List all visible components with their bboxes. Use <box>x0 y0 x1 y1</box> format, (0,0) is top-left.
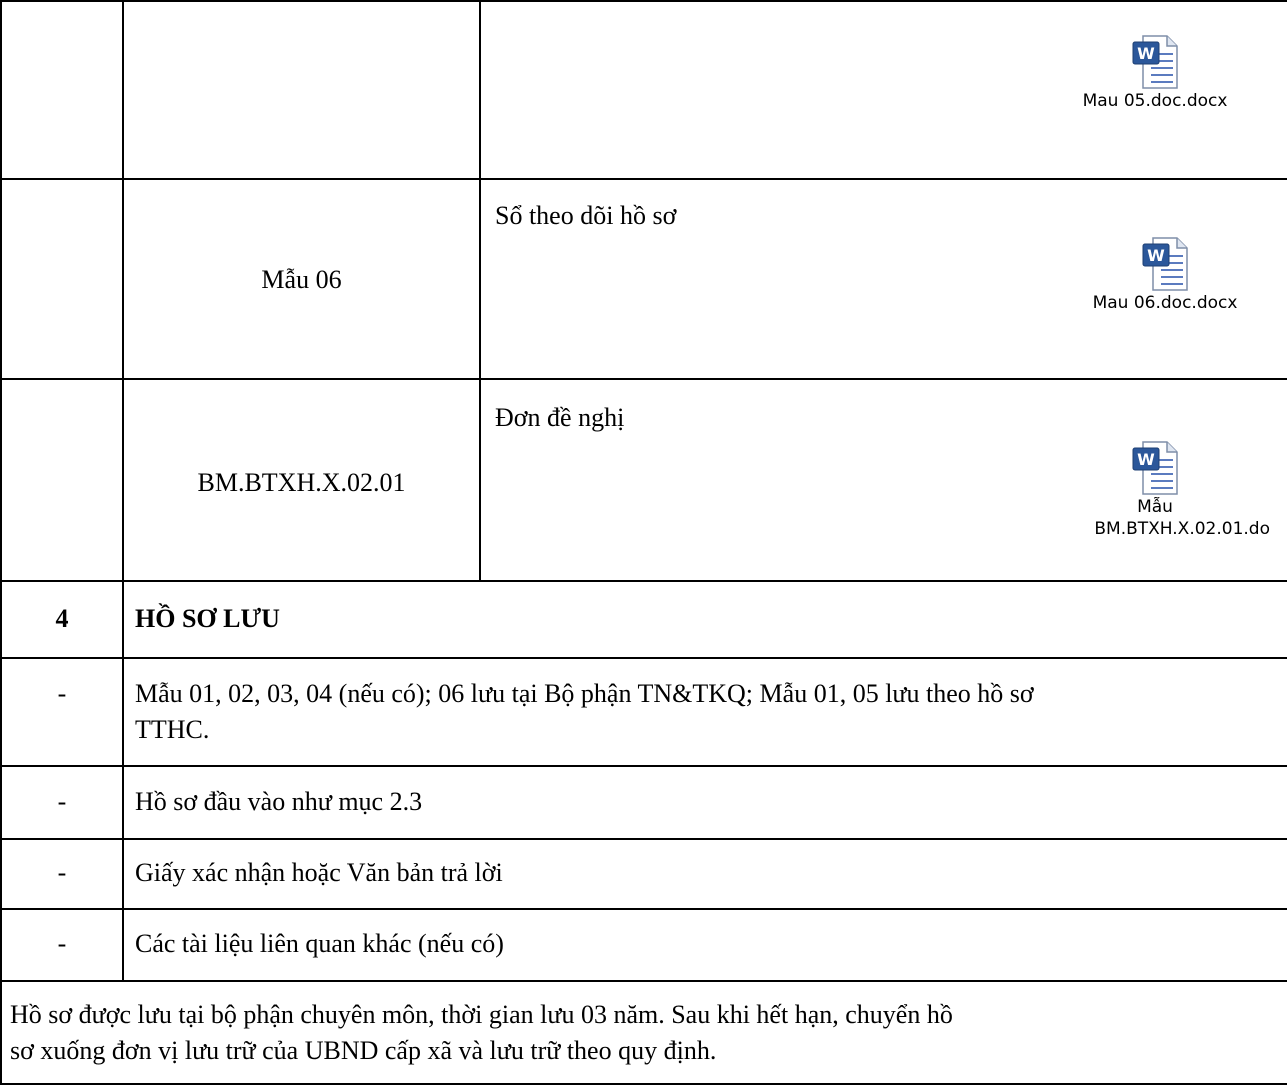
retention-note-line2: sơ xuống đơn vị lưu trữ của UBND cấp xã và lưu trữ theo quy định. <box>10 1036 717 1065</box>
table-border-left <box>0 0 2 1085</box>
attachment-filename-line2: BM.BTXH.X.02.01.do <box>1094 519 1270 539</box>
attachment-mau-06[interactable] <box>1050 236 1280 314</box>
form-description: Sổ theo dõi hồ sơ <box>495 201 677 230</box>
attachment-mau-05[interactable] <box>1040 34 1270 112</box>
section-title: HỒ SƠ LƯU <box>135 604 280 633</box>
section-number: 4 <box>55 604 69 633</box>
list-bullet: - <box>57 929 67 958</box>
list-item-text-line1: Mẫu 01, 02, 03, 04 (nếu có); 06 lưu tại Bộ phận TN&TKQ; Mẫu 01, 05 lưu theo hồ sơ <box>135 679 1034 708</box>
word-doc-icon <box>1131 34 1179 90</box>
row-divider <box>0 657 1287 659</box>
row-divider <box>0 178 1287 180</box>
list-bullet: - <box>57 858 67 887</box>
form-code: Mẫu 06 <box>261 265 342 294</box>
list-bullet: - <box>57 787 67 816</box>
row-divider <box>0 838 1287 840</box>
svg-text:W: W <box>1137 44 1155 63</box>
word-doc-icon <box>1131 440 1179 496</box>
attachment-filename: Mau 05.doc.docx <box>1082 91 1228 111</box>
svg-text:W: W <box>1137 450 1155 469</box>
table-border-top <box>0 0 1287 2</box>
list-item-text: Các tài liệu liên quan khác (nếu có) <box>135 929 504 958</box>
list-item-text: Hồ sơ đầu vào như mục 2.3 <box>135 787 423 816</box>
row-divider <box>0 908 1287 910</box>
attachment-bm-btxh[interactable] <box>1040 440 1270 540</box>
list-item-text: Giấy xác nhận hoặc Văn bản trả lời <box>135 858 503 887</box>
word-doc-icon <box>1141 236 1189 292</box>
row-divider <box>0 980 1287 982</box>
row-divider <box>0 378 1287 380</box>
attachment-filename-line1: Mẫu <box>1137 497 1173 517</box>
row-divider <box>0 765 1287 767</box>
row-divider <box>0 580 1287 582</box>
attachment-filename: Mau 06.doc.docx <box>1092 293 1238 313</box>
retention-note-line1: Hồ sơ được lưu tại bộ phận chuyên môn, thời gian lưu 03 năm. Sau khi hết hạn, chuyển hồ <box>10 1000 953 1029</box>
list-bullet: - <box>57 679 67 708</box>
form-code: BM.BTXH.X.02.01 <box>197 468 406 497</box>
column-divider <box>479 0 481 582</box>
form-description: Đơn đề nghị <box>495 403 625 432</box>
svg-text:W: W <box>1147 246 1165 265</box>
list-item-text-line2: TTHC. <box>135 715 210 744</box>
